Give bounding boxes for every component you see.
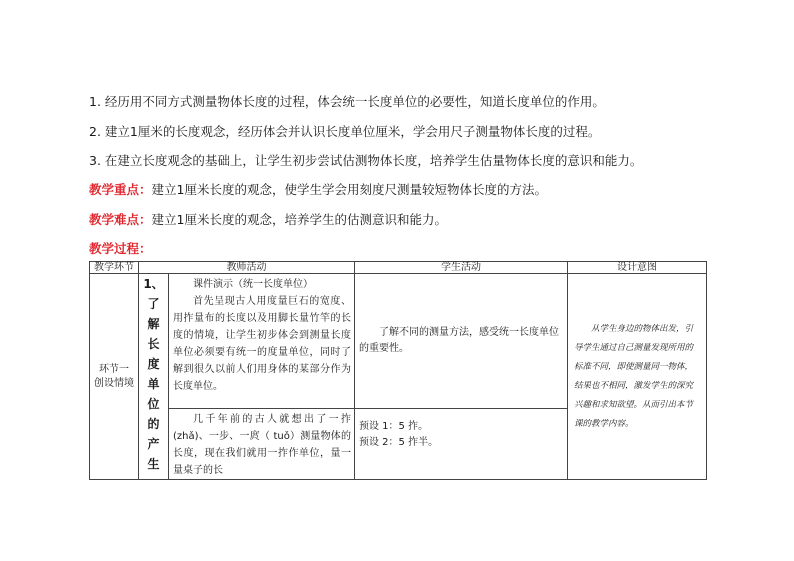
process-label: 教学过程： xyxy=(89,241,152,256)
difficult-point-label: 教学难点： xyxy=(89,212,152,227)
teacher-activity-2 xyxy=(169,409,355,480)
difficult-point xyxy=(89,210,447,228)
subtitle-char: 位 xyxy=(147,397,160,411)
student-p1: 了解不同的测量方法，感受统一长度单位的重要性。 xyxy=(359,327,559,354)
design-intent-cell xyxy=(568,274,707,480)
student-preset-1: 预设 1：5 拃。 xyxy=(359,421,429,432)
objective-1: 1. 经历用不同方式测量物体长度的过程，体会统一长度单位的必要性，知道长度单位的作用。 xyxy=(89,94,605,109)
key-point-label: 教学重点： xyxy=(89,182,152,197)
student-activity-1 xyxy=(355,274,568,409)
table-row xyxy=(90,274,707,409)
key-point xyxy=(89,180,547,198)
subtitle-char: 了 xyxy=(147,297,160,311)
subtitle-char: 的 xyxy=(147,417,160,431)
header-design: 设计意图 xyxy=(568,262,707,274)
subtitle-column xyxy=(139,274,169,480)
section-line2: 创设情境 xyxy=(94,377,134,389)
subtitle-num: 1、 xyxy=(143,277,164,291)
teacher-p1-head: 课件演示（统一长度单位） xyxy=(193,279,313,290)
table-header-row xyxy=(90,262,707,274)
section-cell xyxy=(90,274,139,480)
objective-2: 2. 建立1厘米的长度观念，经历体会并认识长度单位厘米，学会用尺子测量物体长度的过程。 xyxy=(89,124,601,139)
section-line1: 环节一 xyxy=(99,363,129,375)
teacher-activity-1 xyxy=(169,274,355,409)
header-teacher: 教师活动 xyxy=(139,262,355,274)
subtitle-char: 生 xyxy=(147,457,160,471)
student-preset-2: 预设 2：5 拃半。 xyxy=(359,437,439,448)
difficult-point-text: 建立1厘米长度的观念，培养学生的估测意识和能力。 xyxy=(151,212,447,227)
student-activity-2 xyxy=(355,409,568,480)
teacher-p2: 几千年前的古人就想出了一拃(zhǎ)、一步、一庹（ tuǒ）测量物体的长度，现在我们就用一拃作单位，量一量桌子的长 xyxy=(173,414,351,476)
teacher-p1: 首先呈现古人用度量巨石的宽度、用拃量布的长度以及用脚长量竹竿的长度的情境，让学生初步体会到测量长度单位必须要有统一的度量单位，同时了解到很久以前人们用身体的某部分作为长度单位。 xyxy=(173,296,351,392)
subtitle-char: 解 xyxy=(147,317,160,331)
key-point-text: 建立1厘米长度的观念，使学生学会用刻度尺测量较短物体长度的方法。 xyxy=(151,182,547,197)
objective-3: 3. 在建立长度观念的基础上，让学生初步尝试估测物体长度，培养学生估量物体长度的意识和能力。 xyxy=(89,153,643,168)
subtitle-char: 度 xyxy=(147,357,160,371)
header-stage: 教学环节 xyxy=(90,262,139,274)
subtitle-char: 长 xyxy=(147,337,160,351)
subtitle-char: 单 xyxy=(147,377,160,391)
lesson-table xyxy=(89,261,707,480)
design-text: 从学生身边的物体出发，引导学生通过自己测量发现所用的标准不同，即使测量同一物体，结果也不相同，激发学生的深究兴趣和求知欲望。从而引出本节课的教学内容。 xyxy=(574,323,694,429)
header-student: 学生活动 xyxy=(355,262,568,274)
subtitle-char: 产 xyxy=(147,437,160,451)
